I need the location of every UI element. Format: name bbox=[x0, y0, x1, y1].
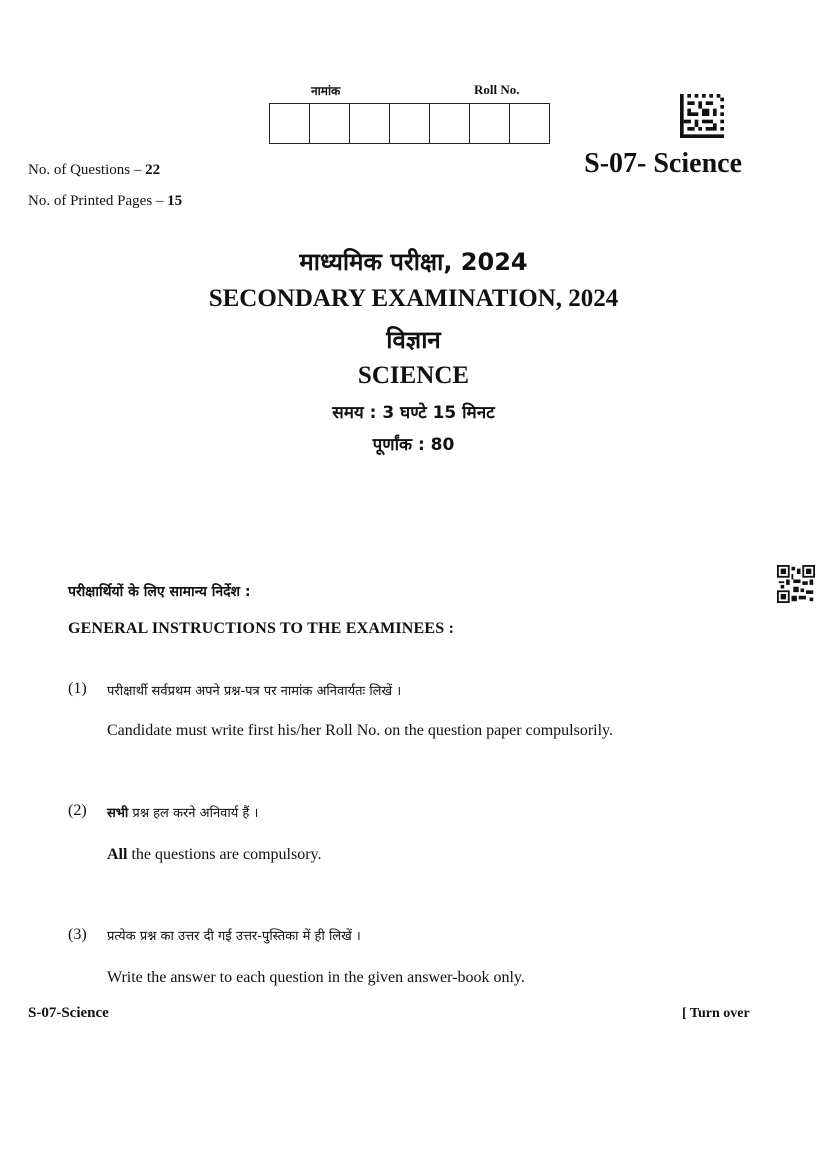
pages-value: 15 bbox=[167, 193, 183, 209]
instruction-text-hindi: परीक्षार्थी सर्वप्रथम अपने प्रश्न-पत्र पर नामांक अनिवार्यतः लिखें । bbox=[107, 684, 402, 699]
max-marks: पूर्णांक : 80 bbox=[372, 435, 455, 455]
rollno-box[interactable] bbox=[310, 104, 350, 143]
emphasis-all-english: All bbox=[107, 846, 128, 863]
rollno-box[interactable] bbox=[470, 104, 510, 143]
time-allowed: समय : 3 घण्टे 15 मिनट bbox=[332, 403, 495, 423]
subject-english: SCIENCE bbox=[357, 362, 470, 389]
rollno-label-english: Roll No. bbox=[474, 82, 520, 97]
qr-code-icon bbox=[777, 565, 815, 603]
questions-value: 22 bbox=[145, 162, 161, 178]
exam-title-hindi: माध्यमिक परीक्षा, 2024 bbox=[299, 248, 528, 276]
instruction-text-hindi: प्रत्येक प्रश्न का उत्तर दी गई उत्तर-पुस्तिका में ही लिखें । bbox=[107, 929, 361, 944]
rollno-box[interactable] bbox=[510, 104, 550, 143]
pages-label: No. of Printed Pages – bbox=[28, 193, 164, 209]
turn-over-note: [ Turn over bbox=[682, 1006, 750, 1021]
instruction-text-english bbox=[107, 846, 321, 864]
pages-count bbox=[28, 193, 182, 210]
rollno-box[interactable] bbox=[430, 104, 470, 143]
rollno-grid bbox=[269, 103, 550, 144]
instruction-text-hindi-rest: प्रश्न हल करने अनिवार्य हैं । bbox=[128, 806, 259, 821]
instruction-number: (2) bbox=[68, 802, 87, 819]
instruction-number: (1) bbox=[68, 680, 87, 697]
instructions-heading-hindi: परीक्षार्थियों के लिए सामान्य निर्देश : bbox=[68, 584, 251, 600]
questions-label: No. of Questions – bbox=[28, 162, 142, 178]
instruction-text-english: Write the answer to each question in the given answer-book only. bbox=[107, 969, 525, 986]
instruction-number: (3) bbox=[68, 926, 87, 943]
footer-paper-code: S-07-Science bbox=[28, 1005, 109, 1021]
emphasis-all-hindi: सभी bbox=[107, 806, 129, 821]
rollno-box[interactable] bbox=[390, 104, 430, 143]
questions-count bbox=[28, 162, 160, 179]
instruction-text-english-rest: the questions are compulsory. bbox=[127, 846, 322, 863]
exam-title-english: SECONDARY EXAMINATION, 2024 bbox=[208, 285, 619, 312]
rollno-box[interactable] bbox=[270, 104, 310, 143]
rollno-label-hindi: नामांक bbox=[311, 84, 341, 98]
subject-hindi: विज्ञान bbox=[386, 326, 441, 354]
rollno-box[interactable] bbox=[350, 104, 390, 143]
paper-code: S-07- Science bbox=[584, 148, 742, 179]
instruction-text-english: Candidate must write first his/her Roll No. on the question paper compulsorily. bbox=[107, 722, 613, 739]
datamatrix-code-icon bbox=[679, 94, 725, 138]
instructions-heading-english: GENERAL INSTRUCTIONS TO THE EXAMINEES : bbox=[68, 620, 455, 637]
instruction-text-hindi bbox=[107, 803, 258, 821]
